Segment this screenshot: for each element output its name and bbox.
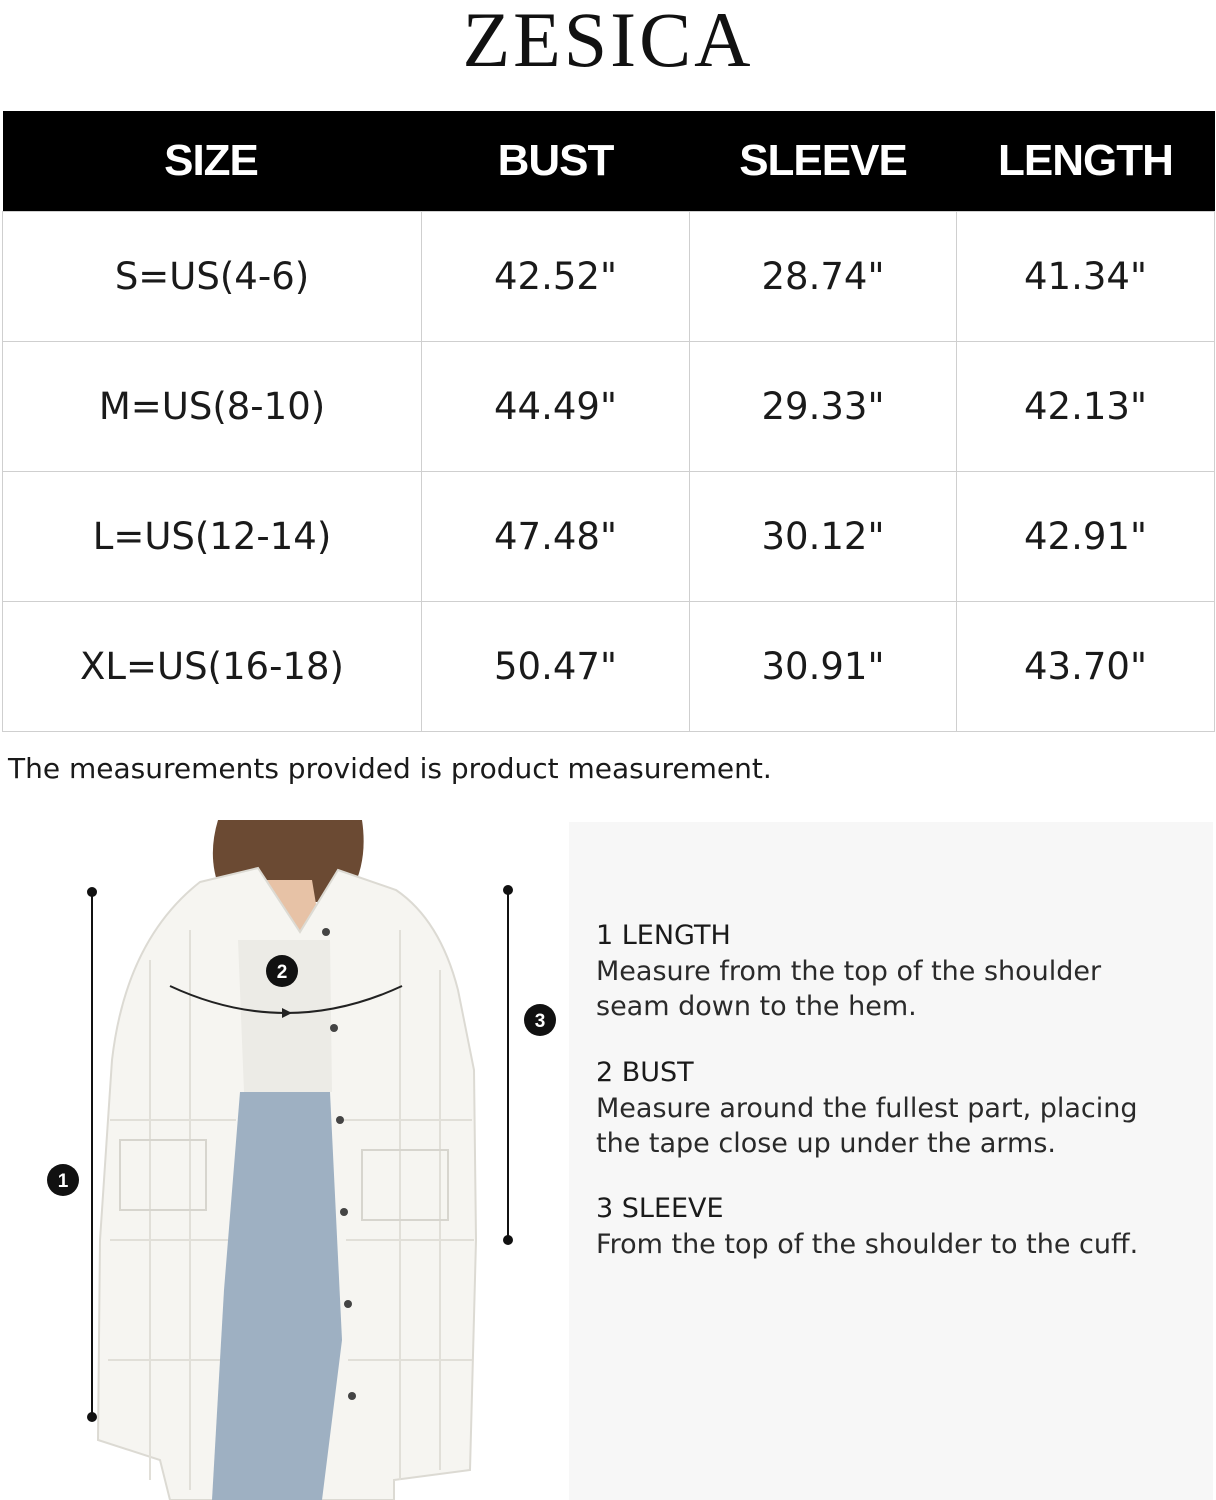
bust-desc-line-2: the tape close up under the arms. <box>596 1128 1056 1159</box>
bust-title: 2 BUST <box>596 1057 694 1088</box>
bust-cell: 44.49" <box>422 342 690 472</box>
length-cell: 43.70" <box>957 602 1215 732</box>
sleeve-measure-line <box>503 885 513 1245</box>
header-length: LENGTH <box>957 111 1215 212</box>
sleeve-cell: 30.12" <box>690 472 957 602</box>
length-desc-line-2: seam down to the hem. <box>596 991 917 1022</box>
length-measure-line <box>87 887 97 1422</box>
header-sleeve: SLEEVE <box>690 111 957 212</box>
size-cell: S=US(4-6) <box>3 212 422 342</box>
marker-3-label: 3 <box>534 1011 546 1032</box>
bust-cell: 47.48" <box>422 472 690 602</box>
sleeve-title: 3 SLEEVE <box>596 1193 724 1224</box>
table-row <box>3 212 1215 342</box>
size-chart-table <box>2 111 1215 732</box>
length-cell: 42.13" <box>957 342 1215 472</box>
size-cell: XL=US(16-18) <box>3 602 422 732</box>
length-desc-line-1: Measure from the top of the shoulder <box>596 956 1102 987</box>
measurement-note: The measurements provided is product measurement. <box>8 752 772 785</box>
bust-desc-line-1: Measure around the fullest part, placing <box>596 1093 1138 1124</box>
header-size: SIZE <box>3 111 422 212</box>
length-instruction <box>596 918 1196 1024</box>
table-row <box>3 472 1215 602</box>
table-header-row <box>3 111 1215 212</box>
brand-logo: ZESICA <box>462 0 754 83</box>
header-bust: BUST <box>422 111 690 212</box>
bust-cell: 42.52" <box>422 212 690 342</box>
marker-2-label: 2 <box>276 962 288 983</box>
model-coat-diagram <box>0 820 566 1500</box>
table-row <box>3 602 1215 732</box>
length-title: 1 LENGTH <box>596 920 731 951</box>
size-cell: M=US(8-10) <box>3 342 422 472</box>
length-cell: 42.91" <box>957 472 1215 602</box>
size-cell: L=US(12-14) <box>3 472 422 602</box>
marker-1-icon <box>47 1164 79 1196</box>
length-cell: 41.34" <box>957 212 1215 342</box>
sleeve-cell: 28.74" <box>690 212 957 342</box>
bust-cell: 50.47" <box>422 602 690 732</box>
marker-3-icon <box>524 1004 556 1036</box>
sleeve-cell: 30.91" <box>690 602 957 732</box>
sleeve-instruction <box>596 1191 1196 1262</box>
sleeve-cell: 29.33" <box>690 342 957 472</box>
bust-instruction <box>596 1055 1196 1161</box>
marker-2-icon <box>266 955 298 987</box>
table-row <box>3 342 1215 472</box>
measurement-guide-panel <box>569 822 1213 1500</box>
sleeve-desc-line-1: From the top of the shoulder to the cuff. <box>596 1229 1139 1260</box>
marker-1-label: 1 <box>57 1171 69 1192</box>
